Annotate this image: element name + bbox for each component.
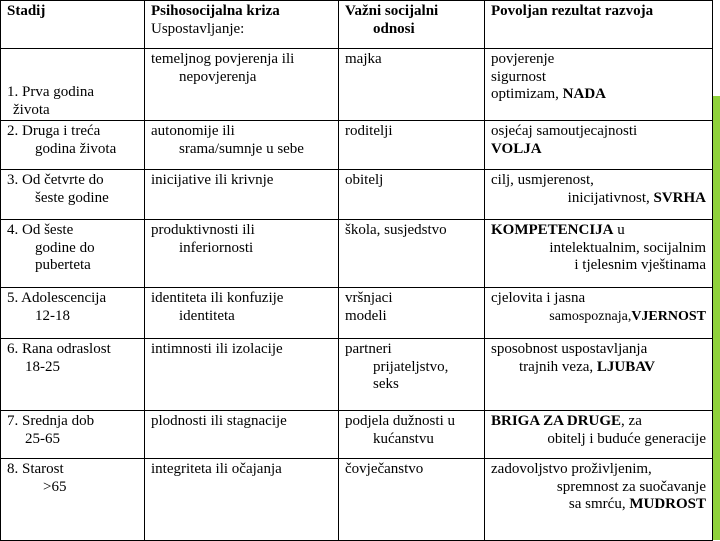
outcome-cell <box>485 288 713 339</box>
header-relations <box>339 1 485 49</box>
outcome-line: sigurnost <box>491 68 547 85</box>
relations-line: podjela dužnosti u <box>345 413 455 429</box>
virtue-label: NADA <box>562 86 606 102</box>
crisis-line: temeljnog povjerenja ili <box>151 51 295 67</box>
crisis-line: nepovjerenja <box>179 68 257 85</box>
outcome-line <box>491 222 708 240</box>
stage-cell <box>1 170 145 220</box>
outcome-text: optimizam, <box>491 86 563 102</box>
crisis-cell <box>145 411 339 459</box>
relations-cell <box>339 339 485 411</box>
outcome-line: cjelovita i jasna <box>491 290 586 306</box>
crisis-line: inferiornosti <box>179 239 254 256</box>
outcome-line: sposobnost uspostavljanja <box>491 341 648 357</box>
relations-line: majka <box>345 51 382 67</box>
stage-line: 8. Starost <box>7 461 64 477</box>
header-crisis-line2: Uspostavljanje: <box>151 20 245 37</box>
header-relations-line1: Važni socijalni <box>345 3 439 19</box>
stage-line: 4. Od šeste <box>7 222 74 238</box>
outcome-line: cilj, usmjerenost, <box>491 172 594 188</box>
relations-line: partneri <box>345 341 392 357</box>
relations-cell <box>339 121 485 170</box>
virtue-label: VJERNOST <box>631 308 706 324</box>
crisis-line: plodnosti ili stagnacije <box>151 413 287 429</box>
outcome-cell <box>485 411 713 459</box>
relations-line: kućanstvu <box>373 430 434 447</box>
outcome-line <box>491 190 708 208</box>
stage-line: 5. Adolescencija <box>7 290 107 306</box>
stage-line: 1. Prva godina <box>7 84 95 100</box>
crisis-line: autonomije ili <box>151 123 235 139</box>
table-row <box>1 220 713 288</box>
outcome-line <box>491 86 708 104</box>
stage-line: 18-25 <box>25 358 60 375</box>
outcome-text: samospoznaja, <box>549 308 632 324</box>
relations-cell <box>339 49 485 121</box>
stage-line: 12-18 <box>35 307 70 324</box>
relations-cell <box>339 170 485 220</box>
outcome-line <box>491 359 708 377</box>
table-row <box>1 459 713 541</box>
stage-line: godine do <box>35 239 95 256</box>
crisis-cell <box>145 288 339 339</box>
outcome-line <box>491 496 708 514</box>
relations-line: škola, susjedstvo <box>345 222 447 238</box>
crisis-line: produktivnosti ili <box>151 222 255 238</box>
virtue-label: KOMPETENCIJA <box>491 222 614 238</box>
relations-line: seks <box>373 376 399 392</box>
outcome-text: , za <box>621 413 642 429</box>
stage-line: 7. Srednja dob <box>7 413 95 429</box>
stage-cell <box>1 411 145 459</box>
crisis-cell <box>145 121 339 170</box>
header-stage: Stadij <box>1 1 145 49</box>
relations-cell <box>339 411 485 459</box>
stage-line: života <box>13 101 50 118</box>
stage-line: 6. Rana odraslost <box>7 341 111 357</box>
relations-line: roditelji <box>345 123 393 139</box>
crisis-cell <box>145 459 339 541</box>
outcome-line: i tjelesnim vještinama <box>574 257 706 273</box>
outcome-line: intelektualnim, socijalnim <box>549 239 706 256</box>
crisis-line: integriteta ili očajanja <box>151 461 282 477</box>
stage-line: 3. Od četvrte do <box>7 172 104 188</box>
relations-line: vršnjaci <box>345 290 393 306</box>
outcome-cell <box>485 339 713 411</box>
stage-cell <box>1 339 145 411</box>
virtue-label: MUDROST <box>629 496 706 512</box>
relations-line: čovječanstvo <box>345 461 424 477</box>
table-row <box>1 411 713 459</box>
outcome-text: trajnih veza, <box>519 358 597 375</box>
stage-line: 2. Druga i treća <box>7 123 101 139</box>
header-row <box>1 1 713 49</box>
crisis-line: identiteta ili konfuzije <box>151 290 284 306</box>
table-row <box>1 170 713 220</box>
outcome-cell <box>485 170 713 220</box>
relations-cell <box>339 288 485 339</box>
outcome-line: obitelj i buduće generacije <box>547 430 706 447</box>
relations-cell <box>339 459 485 541</box>
outcome-line <box>491 308 708 326</box>
virtue-label: VOLJA <box>491 140 542 157</box>
stage-cell <box>1 121 145 170</box>
stage-line: 25-65 <box>25 430 60 447</box>
stage-line: >65 <box>43 478 67 495</box>
stage-cell <box>1 220 145 288</box>
stage-line: puberteta <box>35 257 91 273</box>
crisis-cell <box>145 49 339 121</box>
stage-cell <box>1 459 145 541</box>
table-row <box>1 49 713 121</box>
relations-line: prijateljstvo, <box>373 358 449 375</box>
outcome-line: povjerenje <box>491 51 555 67</box>
header-crisis-line1: Psihosocijalna kriza <box>151 3 280 19</box>
outcome-line: zadovoljstvo proživljenim, <box>491 461 652 477</box>
stage-cell <box>1 49 145 121</box>
virtue-label: SVRHA <box>653 189 706 206</box>
table-row <box>1 288 713 339</box>
outcome-text: u <box>613 222 625 238</box>
crisis-cell <box>145 339 339 411</box>
outcome-line <box>491 413 708 431</box>
outcome-cell <box>485 220 713 288</box>
outcome-text: inicijativnost, <box>567 189 654 206</box>
crisis-line: inicijative ili krivnje <box>151 172 274 188</box>
crisis-line: srama/sumnje u sebe <box>179 140 304 157</box>
crisis-line: intimnosti ili izolacije <box>151 341 283 357</box>
table-row <box>1 339 713 411</box>
crisis-line: identiteta <box>179 307 235 324</box>
outcome-cell <box>485 121 713 170</box>
stage-cell <box>1 288 145 339</box>
stage-line: godina života <box>35 140 117 157</box>
stage-line: šeste godine <box>35 189 109 206</box>
outcome-line: osjećaj samoutjecajnosti <box>491 123 638 139</box>
relations-line: obitelj <box>345 172 384 188</box>
outcome-cell <box>485 49 713 121</box>
crisis-cell <box>145 170 339 220</box>
relations-cell <box>339 220 485 288</box>
virtue-label: LJUBAV <box>596 358 655 375</box>
header-crisis <box>145 1 339 49</box>
crisis-cell <box>145 220 339 288</box>
relations-line: modeli <box>345 307 387 324</box>
header-outcome: Povoljan rezultat razvoja <box>485 1 713 49</box>
table-row <box>1 121 713 170</box>
outcome-cell <box>485 459 713 541</box>
virtue-label: BRIGA ZA DRUGE <box>491 413 622 429</box>
outcome-text: sa smrću, <box>568 496 630 512</box>
outcome-line: spremnost za suočavanje <box>556 478 706 495</box>
header-relations-line2: odnosi <box>373 20 415 37</box>
